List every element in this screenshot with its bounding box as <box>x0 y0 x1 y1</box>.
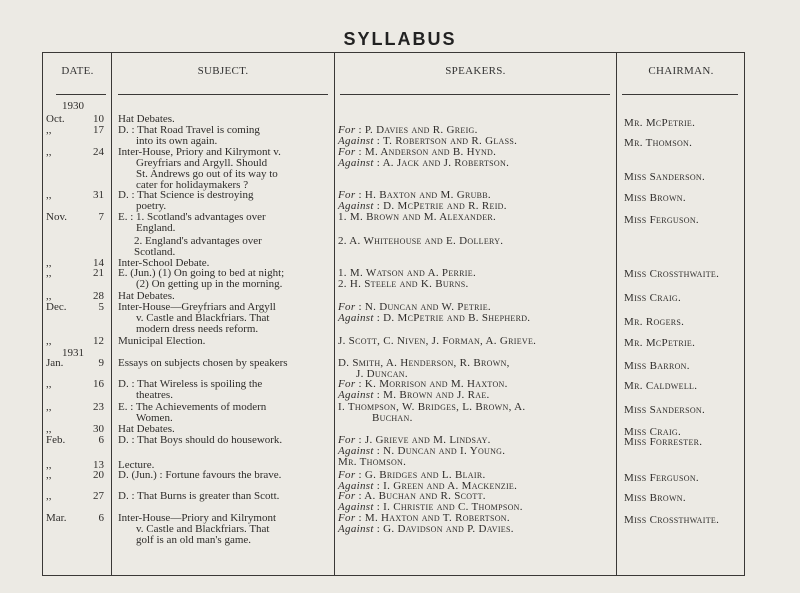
date-month: ,, <box>46 459 52 471</box>
speaker-names: : N. Duncan and W. Petrie. <box>355 301 491 313</box>
speaker-side-label: For <box>338 124 356 136</box>
subject-cell <box>118 470 330 481</box>
chairman-cell: Mr. McPetrie. <box>624 117 696 129</box>
speaker-names: : K. Morrison and M. Haxton. <box>355 378 508 390</box>
date-month: ,, <box>46 401 52 413</box>
subject-line: Hat Debates. <box>118 423 175 435</box>
subject-cell <box>118 190 330 212</box>
speaker-names: : I. Green and A. Mackenzie. <box>373 480 518 492</box>
year-label: 1931 <box>62 347 84 359</box>
speaker-names: : M. Brown and J. Rae. <box>373 389 490 401</box>
subject-cell <box>118 147 330 191</box>
speaker-side-label: For <box>338 378 356 390</box>
speakers-cell <box>338 212 613 223</box>
page-title: SYLLABUS <box>343 29 457 49</box>
subject-line: D. (Jun.) : Fortune favours the brave. <box>118 469 282 481</box>
speaker-side-label: For <box>338 301 356 313</box>
speakers-cell <box>338 147 613 169</box>
header-chairman: CHAIRMAN. <box>648 65 714 77</box>
subject-cell <box>118 125 330 147</box>
speakers-cell <box>338 402 613 424</box>
speaker-side-label: Against <box>338 501 374 513</box>
date-month: ,, <box>46 146 52 158</box>
subject-line: St. Andrews go out of its way to <box>136 168 278 180</box>
date-month: Feb. <box>46 434 66 446</box>
speakers-cell <box>338 336 613 347</box>
subject-cell <box>118 435 330 446</box>
subject-cell <box>118 513 330 546</box>
date-month: ,, <box>46 189 52 201</box>
subject-cell <box>118 402 330 424</box>
date-day: 20 <box>93 469 104 481</box>
subject-line: Inter-House—Priory and Kilrymont <box>118 512 277 524</box>
date-day: 31 <box>93 189 104 201</box>
speakers-cell <box>338 491 613 513</box>
subject-line: modern dress needs reform. <box>136 323 259 335</box>
header-subject: SUBJECT. <box>197 65 249 77</box>
date-month: Oct. <box>46 113 65 125</box>
subject-line: D. : That Road Travel is coming <box>118 124 260 136</box>
speakers-cell <box>338 358 613 380</box>
speaker-side-label: For <box>338 512 356 524</box>
speaker-names: : A. Jack and J. Robertson. <box>373 157 510 169</box>
header-rule <box>56 94 106 95</box>
speakers-cell <box>338 190 613 212</box>
speaker-side-label: For <box>338 146 356 158</box>
date-day: 13 <box>93 459 104 471</box>
speaker-line <box>338 413 613 424</box>
subject-line: D. : That Wireless is spoiling the <box>118 378 263 390</box>
speaker-names: 1. M. Watson and A. Perrie. <box>338 267 476 279</box>
speaker-line <box>338 313 613 324</box>
date-month: Jan. <box>46 357 64 369</box>
speaker-names: : G. Davidson and P. Davies. <box>373 523 514 535</box>
speakers-cell <box>338 435 613 468</box>
chairman-cell: Miss Sanderson. <box>624 404 706 416</box>
speaker-line <box>338 457 613 468</box>
speaker-side-label: Against <box>338 523 374 535</box>
date-month: Nov. <box>46 211 67 223</box>
date-day: 21 <box>93 267 104 279</box>
date-month: Mar. <box>46 512 67 524</box>
date-day: 17 <box>93 124 104 136</box>
speaker-side-label: For <box>338 434 356 446</box>
date-day: 30 <box>93 423 104 435</box>
header-rule <box>118 94 328 95</box>
speaker-names: 1. M. Brown and M. Alexander. <box>338 211 497 223</box>
date-day: 27 <box>93 490 104 502</box>
subject-line: 2. England's advantages over <box>134 235 262 247</box>
subject-line: Lecture. <box>118 459 155 471</box>
subject-line: cater for holidaymakers ? <box>136 179 249 191</box>
header-rule <box>340 94 610 95</box>
subject-cell <box>118 268 330 290</box>
speakers-cell <box>338 379 613 401</box>
subject-line: into its own again. <box>136 135 218 147</box>
subject-line: (2) On getting up in the morning. <box>136 278 283 290</box>
speaker-line <box>338 236 613 247</box>
subject-cell <box>118 491 330 502</box>
speaker-names: : A. Buchan and R. Scott. <box>355 490 486 502</box>
chairman-cell: Mr. McPetrie. <box>624 337 696 349</box>
subject-line: E. (Jun.) (1) On going to bed at night; <box>118 267 285 279</box>
date-month: Dec. <box>46 301 67 313</box>
date-day: 24 <box>93 146 104 158</box>
speaker-side-label: Against <box>338 135 374 147</box>
subject-line: Hat Debates. <box>118 290 175 302</box>
subject-line: England. <box>136 222 176 234</box>
subject-line: D. : That Science is destroying <box>118 189 254 201</box>
speaker-line <box>338 279 613 290</box>
date-day: 6 <box>98 512 104 524</box>
chairman-cell: Mr. Thomson. <box>624 137 693 149</box>
speaker-names: 2. A. Whitehouse and E. Dollery. <box>338 235 504 247</box>
speaker-names: : M. Haxton and T. Robertson. <box>355 512 510 524</box>
speaker-names: D. Smith, A. Henderson, R. Brown, <box>338 357 510 369</box>
date-month: ,, <box>46 335 52 347</box>
subject-cell <box>118 379 330 401</box>
speaker-names: 2. H. Steele and K. Burns. <box>338 278 469 290</box>
speaker-names: : D. McPetrie and B. Shepherd. <box>373 312 531 324</box>
speaker-names: Mr. Thomson. <box>338 456 407 468</box>
subject-line: D. : That Boys should do housework. <box>118 434 283 446</box>
chairman-cell: Miss Forrester. <box>624 436 703 448</box>
date-day: 7 <box>98 211 104 223</box>
year-label: 1930 <box>62 100 84 112</box>
speaker-names: Buchan. <box>372 412 413 424</box>
chairman-cell: Miss Ferguson. <box>624 472 699 484</box>
subject-line: v. Castle and Blackfriars. That <box>136 312 270 324</box>
speakers-cell <box>338 470 613 492</box>
speakers-cell <box>338 302 613 324</box>
chairman-cell: Miss Crossthwaite. <box>624 268 720 280</box>
speaker-names: J. Scott, C. Niven, J. Forman, A. Grieve. <box>338 335 537 347</box>
speaker-names: : H. Baxton and M. Grubb. <box>355 189 491 201</box>
chairman-cell: Miss Brown. <box>624 192 686 204</box>
chairman-cell: Miss Crossthwaite. <box>624 514 720 526</box>
date-month: ,, <box>46 257 52 269</box>
subject-line: Inter-House, Priory and Kilrymont v. <box>118 146 281 158</box>
subject-line: E. : The Achievements of modern <box>118 401 267 413</box>
date-day: 16 <box>93 378 104 390</box>
date-day: 6 <box>98 434 104 446</box>
subject-line: Municipal Election. <box>118 335 206 347</box>
speaker-line <box>338 158 613 169</box>
date-month: ,, <box>46 469 52 481</box>
chairman-cell: Miss Sanderson. <box>624 171 706 183</box>
column-divider <box>334 52 335 576</box>
speaker-side-label: Against <box>338 445 374 457</box>
subject-line: v. Castle and Blackfriars. That <box>136 523 270 535</box>
speakers-cell <box>338 236 613 247</box>
speaker-side-label: Against <box>338 312 374 324</box>
speakers-cell <box>338 268 613 290</box>
subject-cell <box>118 236 330 258</box>
subject-line: Greyfriars and Argyll. Should <box>136 157 268 169</box>
speaker-names: : I. Christie and C. Thompson. <box>373 501 523 513</box>
speaker-names: : D. McPetrie and R. Reid. <box>373 200 507 212</box>
date-day: 28 <box>93 290 104 302</box>
speaker-side-label: Against <box>338 200 374 212</box>
date-month: ,, <box>46 423 52 435</box>
speaker-side-label: For <box>338 469 356 481</box>
speaker-side-label: Against <box>338 157 374 169</box>
subject-cell <box>118 302 330 335</box>
speaker-names: I. Thompson, W. Bridges, L. Brown, A. <box>338 401 526 413</box>
chairman-cell: Miss Barron. <box>624 360 690 372</box>
speaker-side-label: For <box>338 490 356 502</box>
subject-cell <box>118 336 330 347</box>
date-month: ,, <box>46 490 52 502</box>
date-month: ,, <box>46 378 52 390</box>
speakers-cell <box>338 513 613 535</box>
chairman-cell: Mr. Rogers. <box>624 316 685 328</box>
chairman-cell: Miss Craig. <box>624 292 682 304</box>
subject-line: Scotland. <box>134 246 176 258</box>
subject-cell <box>118 212 330 234</box>
header-date: DATE. <box>61 65 94 77</box>
date-month: ,, <box>46 267 52 279</box>
date-day: 12 <box>93 335 104 347</box>
speaker-side-label: For <box>338 189 356 201</box>
subject-line: Hat Debates. <box>118 113 175 125</box>
speaker-line <box>338 212 613 223</box>
chairman-cell: Miss Brown. <box>624 492 686 504</box>
speaker-line <box>338 390 613 401</box>
speaker-names: J. Duncan. <box>356 368 408 380</box>
date-day: 14 <box>93 257 104 269</box>
date-day: 23 <box>93 401 104 413</box>
speaker-names: : J. Grieve and M. Lindsay. <box>355 434 491 446</box>
chairman-cell: Miss Craig. <box>624 426 682 438</box>
speaker-side-label: Against <box>338 389 374 401</box>
subject-cell <box>118 358 330 369</box>
speaker-names: : M. Anderson and B. Hynd. <box>355 146 497 158</box>
speaker-line <box>338 336 613 347</box>
header-speakers: SPEAKERS. <box>445 65 506 77</box>
subject-line: theatres. <box>136 389 173 401</box>
date-month: ,, <box>46 124 52 136</box>
speaker-names: : T. Robertson and R. Glass. <box>373 135 518 147</box>
date-day: 9 <box>98 357 104 369</box>
subject-line: Women. <box>136 412 173 424</box>
speakers-cell <box>338 125 613 147</box>
header-rule <box>622 94 738 95</box>
date-month: ,, <box>46 290 52 302</box>
subject-line: Inter-House—Greyfriars and Argyll <box>118 301 276 313</box>
chairman-cell: Miss Ferguson. <box>624 214 699 226</box>
subject-line: golf is an old man's game. <box>136 534 252 546</box>
speaker-line <box>338 524 613 535</box>
subject-line: D. : That Burns is greater than Scott. <box>118 490 280 502</box>
chairman-cell: Mr. Caldwell. <box>624 380 698 392</box>
subject-line: poetry. <box>136 200 167 212</box>
speaker-names: : N. Duncan and I. Young. <box>373 445 506 457</box>
date-day: 10 <box>93 113 104 125</box>
subject-line: Inter-School Debate. <box>118 257 210 269</box>
subject-line: Essays on subjects chosen by speakers <box>118 357 288 369</box>
speaker-side-label: Against <box>338 480 374 492</box>
date-day: 5 <box>98 301 104 313</box>
speaker-names: : P. Davies and R. Greig. <box>355 124 478 136</box>
column-divider <box>111 52 112 576</box>
column-divider <box>616 52 617 576</box>
subject-line: E. : 1. Scotland's advantages over <box>118 211 266 223</box>
speaker-names: : G. Bridges and L. Blair. <box>355 469 486 481</box>
